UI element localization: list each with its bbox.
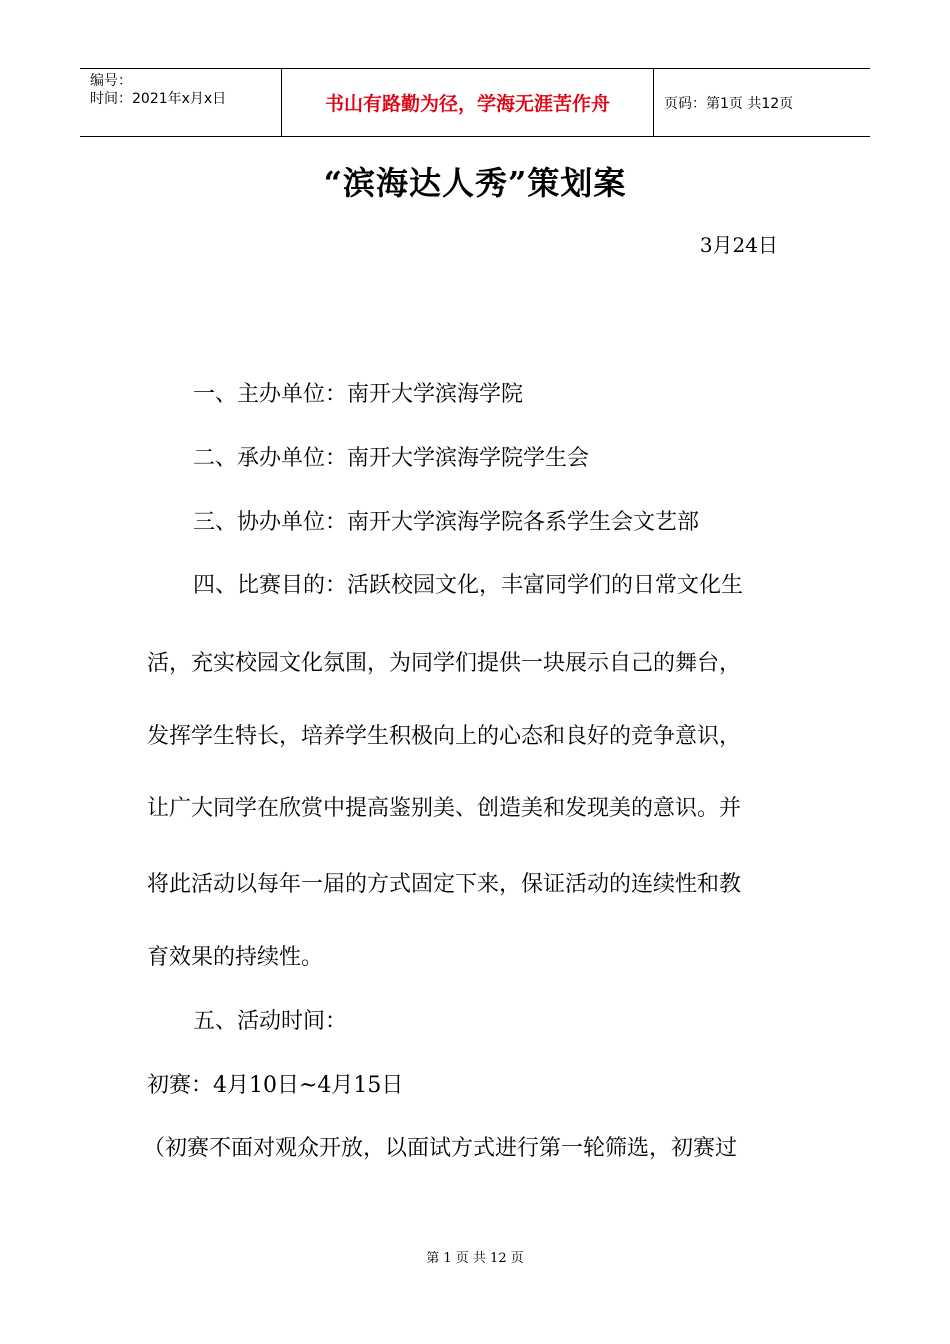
document-date: 3月24日 bbox=[699, 233, 778, 257]
time-heading: 五、活动时间： bbox=[193, 1009, 348, 1034]
purpose-line-1: 四、比赛目的：活跃校园文化，丰富同学们的日常文化生 bbox=[193, 573, 744, 598]
header-meta-cell bbox=[80, 69, 282, 136]
organizer-line: 一、主办单位：南开大学滨海学院 bbox=[193, 382, 524, 407]
motto-text: 书山有路勤为径，学海无涯苦作舟 bbox=[324, 93, 610, 115]
time-label: 时间：2021年x月x日 bbox=[90, 91, 227, 107]
number-label: 编号： bbox=[90, 73, 132, 89]
header-page-cell bbox=[654, 69, 870, 136]
purpose-line-5: 将此活动以每年一届的方式固定下来，保证活动的连续性和教 bbox=[147, 872, 742, 897]
preliminary-date-line: 初赛：4月10日~4月15日 bbox=[147, 1073, 404, 1098]
purpose-line-4: 让广大同学在欣赏中提高鉴别美、创造美和发现美的意识。并 bbox=[147, 796, 742, 821]
header-table bbox=[80, 68, 870, 137]
purpose-line-2: 活，充实校园文化氛围，为同学们提供一块展示自己的舞台， bbox=[147, 651, 742, 676]
purpose-line-3: 发挥学生特长，培养学生积极向上的心态和良好的竞争意识， bbox=[147, 724, 742, 749]
header-motto-cell bbox=[282, 69, 654, 136]
page-info: 页码：第1页 共12页 bbox=[664, 95, 794, 112]
co-organizer-line: 三、协办单位：南开大学滨海学院各系学生会文艺部 bbox=[193, 510, 700, 535]
document-title: “滨海达人秀”策划案 bbox=[323, 164, 627, 202]
purpose-line-6: 育效果的持续性。 bbox=[147, 945, 324, 970]
page-footer: 第 1 页 共 12 页 bbox=[426, 1251, 524, 1266]
preliminary-note-line: （初赛不面对观众开放，以面试方式进行第一轮筛选，初赛过 bbox=[143, 1136, 738, 1161]
host-line: 二、承办单位：南开大学滨海学院学生会 bbox=[193, 446, 590, 471]
